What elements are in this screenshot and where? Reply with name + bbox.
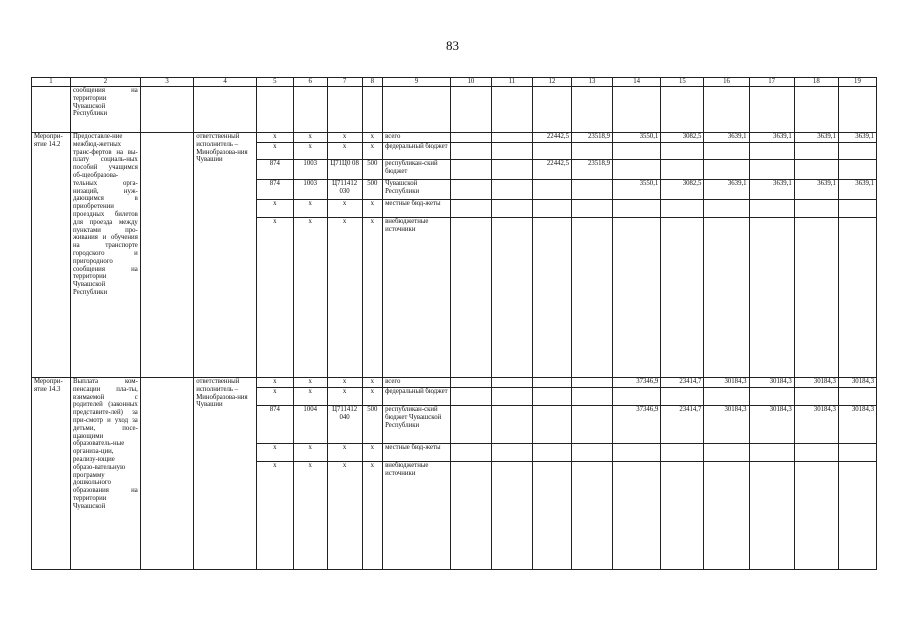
cell-value: 3082,5 — [661, 133, 704, 143]
cell-value — [794, 444, 838, 462]
cell-target: x — [327, 143, 362, 160]
cell-value — [794, 388, 838, 406]
cell-grbs: x — [256, 133, 293, 143]
continuation-row — [32, 87, 877, 133]
column-number: 15 — [661, 78, 704, 87]
cell-funding-source: федеральный бюджет — [383, 143, 451, 160]
cell-value: 3550,1 — [613, 180, 661, 200]
cell-funding-source: местные бюд-жеты — [383, 444, 451, 462]
cell-section: x — [293, 143, 327, 160]
cell-value — [838, 160, 876, 180]
cell-value: 30184,3 — [794, 406, 838, 444]
cell-funding-source: внебюджетные источники — [383, 218, 451, 378]
cell-value — [794, 160, 838, 180]
cell-section: x — [293, 378, 327, 388]
column-number: 2 — [71, 78, 141, 87]
cell-expense-type: x — [362, 388, 383, 406]
cell-value — [571, 378, 612, 388]
cell-target: x — [327, 218, 362, 378]
column-number: 14 — [613, 78, 661, 87]
cell-value — [704, 388, 749, 406]
cell-value — [661, 143, 704, 160]
column-number: 7 — [327, 78, 362, 87]
cell-value — [532, 200, 571, 218]
cell-value — [838, 200, 876, 218]
cell-funding-source: Чувашской Республики — [383, 180, 451, 200]
cell-value: 30184,3 — [838, 378, 876, 388]
cell-value: 37346,9 — [613, 378, 661, 388]
cell-value — [613, 462, 661, 570]
cell-grbs: x — [256, 388, 293, 406]
cell-value: 30184,3 — [749, 406, 794, 444]
cell-grbs: x — [256, 444, 293, 462]
cell-value — [613, 200, 661, 218]
cell-value: 22442,5 — [532, 160, 571, 180]
column-number: 1 — [32, 78, 71, 87]
cell-target: Ц711412 040 — [327, 406, 362, 444]
cell-value — [794, 218, 838, 378]
cell-section: 1004 — [293, 406, 327, 444]
column-number: 13 — [571, 78, 612, 87]
cell-section: x — [293, 218, 327, 378]
cell-value — [838, 143, 876, 160]
cell-value — [571, 406, 612, 444]
measure-description: Выплата ком-пенсации пла-ты, взимаемой с родителей (законных представите-лей) за при-смотр и уход за детьми, посе-щающими образователь-ные организа-ции, реализу-ющие образо-вательную программу дошкольного образования на территории Чувашской — [71, 378, 141, 570]
cell-value — [532, 180, 571, 200]
cell-value — [794, 462, 838, 570]
cell-value — [613, 444, 661, 462]
cell-funding-source: внебюджетные источники — [383, 462, 451, 570]
column-number: 3 — [140, 78, 193, 87]
cell-grbs: x — [256, 143, 293, 160]
cell-grbs: 874 — [256, 160, 293, 180]
cell-value — [749, 160, 794, 180]
column-number-row — [32, 78, 877, 87]
cell-value — [749, 218, 794, 378]
cell-value: 3639,1 — [794, 180, 838, 200]
cell-target: Ц711412 030 — [327, 180, 362, 200]
cell-section: x — [293, 444, 327, 462]
cell-value: 3639,1 — [704, 180, 749, 200]
cell-section: x — [293, 462, 327, 570]
cell-value — [794, 200, 838, 218]
cell-section: x — [293, 133, 327, 143]
column-number: 11 — [491, 78, 532, 87]
cell-target: x — [327, 200, 362, 218]
cell-value — [838, 218, 876, 378]
column-number: 8 — [362, 78, 383, 87]
cell-funding-source: всего — [383, 378, 451, 388]
cell-target: x — [327, 444, 362, 462]
cell-value — [661, 462, 704, 570]
cell-value — [532, 406, 571, 444]
cell-value — [704, 218, 749, 378]
cell-value: 3550,1 — [613, 133, 661, 143]
cell-grbs: 874 — [256, 180, 293, 200]
cell-funding-source: федеральный бюджет — [383, 388, 451, 406]
cell-value: 37346,9 — [613, 406, 661, 444]
cell-expense-type: x — [362, 462, 383, 570]
cell-value — [661, 218, 704, 378]
cell-funding-source: республикан-ский бюджет — [383, 160, 451, 180]
table-row — [32, 133, 877, 143]
cell-value: 30184,3 — [838, 406, 876, 444]
column-number: 16 — [704, 78, 749, 87]
cell-value: 22442,5 — [532, 133, 571, 143]
cell-target: x — [327, 388, 362, 406]
cell-value — [661, 444, 704, 462]
cell-value: 23518,9 — [571, 133, 612, 143]
cell-value — [661, 388, 704, 406]
cell-value — [749, 444, 794, 462]
column-number: 4 — [194, 78, 257, 87]
cell-expense-type: 500 — [362, 406, 383, 444]
budget-table — [31, 77, 877, 570]
page-number: 83 — [446, 38, 459, 53]
cell-value — [704, 160, 749, 180]
cell-value — [532, 462, 571, 570]
column-number: 6 — [293, 78, 327, 87]
column-number: 18 — [794, 78, 838, 87]
cell-funding-source: всего — [383, 133, 451, 143]
cell-value — [704, 444, 749, 462]
cell-grbs: x — [256, 378, 293, 388]
column-number: 5 — [256, 78, 293, 87]
cell-value — [704, 200, 749, 218]
cell-value: 3082,5 — [661, 180, 704, 200]
cell-value — [838, 388, 876, 406]
cell-value — [613, 143, 661, 160]
cell-value: 30184,3 — [794, 378, 838, 388]
cell-expense-type: x — [362, 200, 383, 218]
cell-value — [794, 143, 838, 160]
cell-value: 3639,1 — [838, 180, 876, 200]
cell-section: x — [293, 388, 327, 406]
cell-section: 1003 — [293, 160, 327, 180]
column-number: 9 — [383, 78, 451, 87]
cell-value: 30184,3 — [704, 406, 749, 444]
cell-expense-type: x — [362, 444, 383, 462]
cell-expense-type: 500 — [362, 160, 383, 180]
cell-value — [571, 143, 612, 160]
cell-target: x — [327, 378, 362, 388]
cell-value — [532, 444, 571, 462]
cell-value: 30184,3 — [704, 378, 749, 388]
cell-grbs: x — [256, 218, 293, 378]
cell-value: 3639,1 — [838, 133, 876, 143]
cell-funding-source: республикан-ский бюджет Чувашской Республики — [383, 406, 451, 444]
cell-funding-source: местные бюд-жеты — [383, 200, 451, 218]
cell-value: 3639,1 — [794, 133, 838, 143]
cell-value — [532, 378, 571, 388]
cell-expense-type: x — [362, 143, 383, 160]
cell-value — [613, 388, 661, 406]
cell-target: x — [327, 133, 362, 143]
cell-value — [704, 462, 749, 570]
cell-expense-type: x — [362, 378, 383, 388]
cell-value — [838, 444, 876, 462]
measure-executor: ответственный исполнитель – Минобразова-ния Чувашии — [194, 378, 257, 570]
cell-target: x — [327, 462, 362, 570]
cell-value — [571, 462, 612, 570]
cell-grbs: x — [256, 462, 293, 570]
cell-value: 3639,1 — [704, 133, 749, 143]
cell-value — [571, 218, 612, 378]
cell-value — [571, 180, 612, 200]
cell-value — [613, 218, 661, 378]
cell-value: 3639,1 — [749, 133, 794, 143]
column-number: 19 — [838, 78, 876, 87]
cell-value: 23414,7 — [661, 378, 704, 388]
cell-value — [749, 200, 794, 218]
measure-id: Меропри-ятие 14.3 — [32, 378, 71, 570]
cell-value — [532, 218, 571, 378]
table-row — [32, 378, 877, 388]
cell-value — [661, 160, 704, 180]
cell-value — [571, 388, 612, 406]
cell-value — [749, 143, 794, 160]
cell-expense-type: x — [362, 218, 383, 378]
cell-value — [613, 160, 661, 180]
cell-value: 3639,1 — [749, 180, 794, 200]
cell-value: 30184,3 — [749, 378, 794, 388]
cell-value — [532, 143, 571, 160]
cell-grbs: 874 — [256, 406, 293, 444]
cell-value — [661, 200, 704, 218]
cell-value — [571, 444, 612, 462]
measure-description: Предоставле-ние межбюд-жетных транс-фертов на вы-плату социаль-ных пособий учащимся об-щеобразова-тельных орга-низаций, нуж-дающимся в приобретении проездных билетов для проезда между пунктами про-живания и обучения на транспорте городского и пригородного сообщения на территории Чувашской Республики — [71, 133, 141, 378]
cell-value — [532, 388, 571, 406]
cell-target: Ц71Ц0 08 — [327, 160, 362, 180]
cell-section: x — [293, 200, 327, 218]
cell-grbs: x — [256, 200, 293, 218]
cell-value — [749, 388, 794, 406]
cell-value: 23414,7 — [661, 406, 704, 444]
cell-expense-type: x — [362, 133, 383, 143]
column-number: 12 — [532, 78, 571, 87]
cell-value — [704, 143, 749, 160]
measure-id: Меропри-ятие 14.2 — [32, 133, 71, 378]
cell-value: 23518,9 — [571, 160, 612, 180]
cell-expense-type: 500 — [362, 180, 383, 200]
cell-value — [749, 462, 794, 570]
cell-value — [571, 200, 612, 218]
continuation-description: сообщения на территории Чувашской Республики — [71, 87, 141, 133]
measure-executor: ответственный исполнитель – Минобразова-ния Чувашии — [194, 133, 257, 378]
cell-section: 1003 — [293, 180, 327, 200]
column-number: 17 — [749, 78, 794, 87]
cell-value — [838, 462, 876, 570]
column-number: 10 — [450, 78, 491, 87]
